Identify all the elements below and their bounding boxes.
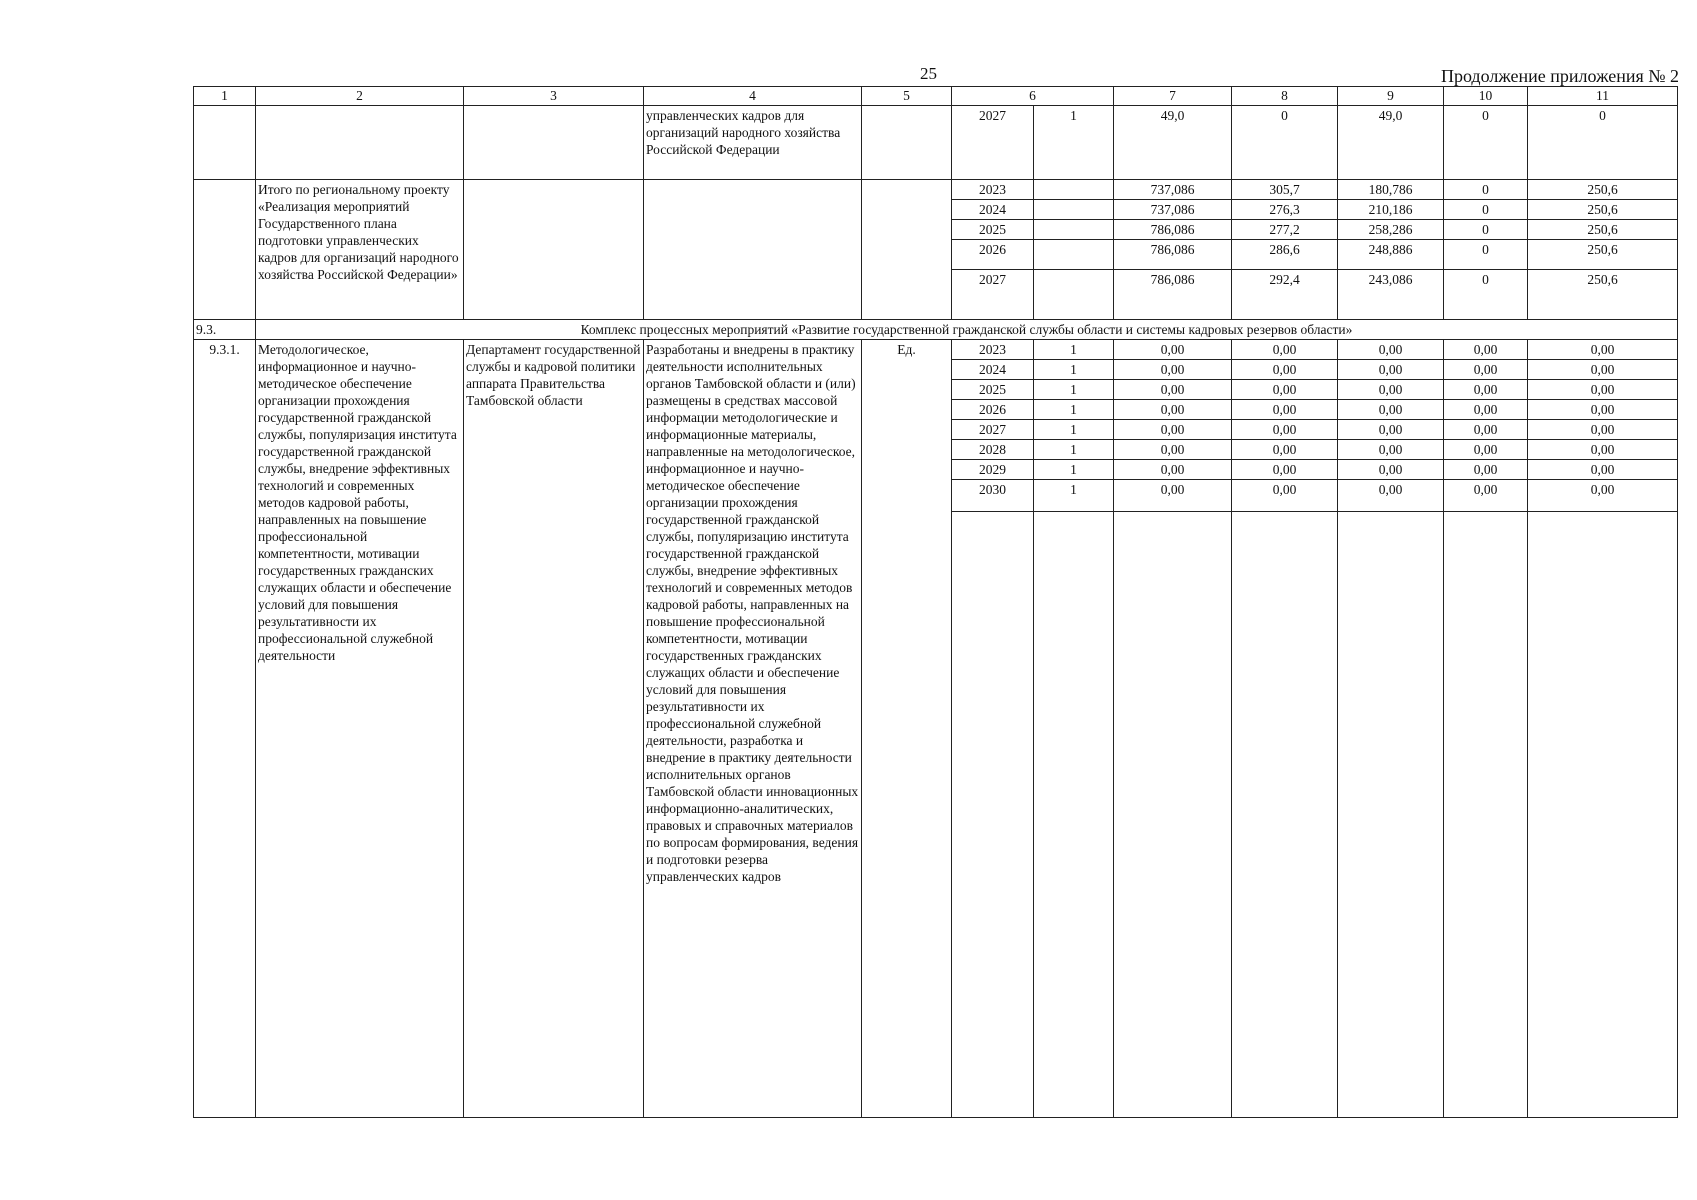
column-header: 11 (1528, 87, 1678, 106)
column-header: 4 (644, 87, 862, 106)
year-cell: 2027 (952, 106, 1034, 180)
column-header: 2 (256, 87, 464, 106)
column-number-row (194, 87, 1678, 106)
item-number: 9.3.1. (194, 340, 256, 1118)
section-number: 9.3. (194, 320, 256, 340)
table-row: 2027 1 0,00 0,00 0,00 0,00 0,00 (194, 420, 1678, 440)
column-header: 5 (862, 87, 952, 106)
table-row: 2025 1 0,00 0,00 0,00 0,00 0,00 (194, 380, 1678, 400)
table-row: 2024 1 0,00 0,00 0,00 0,00 0,00 (194, 360, 1678, 380)
column-header: 1 (194, 87, 256, 106)
table-row: 2026 786,086 286,6 248,886 0 250,6 (194, 240, 1678, 270)
total-label: Итого по региональному проекту «Реализация мероприятий Государственного плана подготовки управленческих кадров для организаций народного хозяйства Российской Федерации» (256, 180, 464, 320)
table-row: 9.3.1. Методологическое, информационное и научно-методическое обеспечение организации прохождения государственной гражданской службы, популяризация института государственной гражданской службы, внедрение эффективных технологий и современных методов кадровой работы, направленных на повышение профессиональной компетентности, мотивации государственных гражданских служащих области и обеспечение условий для повышения результативности их профессиональной служебной деятельности Департамент государственной службы и кадровой политики аппарата Правительства Тамбовской области Разработаны и внедрены в практику деятельности исполнительных органов Тамбовской области и (или) размещены в средствах массовой информации методологические и информационные материалы, направленные на методологическое, информационное и научно-методическое обеспечение организации прохождения государственной гражданской службы, популяризацию института государственной гражданской службы, внедрение эффективных технологий и современных методов кадровой работы, направленных на повышение профессиональной компетентности, мотивации государственных гражданских служащих области и обеспечение условий для повышения результативности их профессиональной служебной деятельности, разработка и внедрение в практику деятельности исполнительных органов Тамбовской области инновационных информационно-аналитических, правовых и справочных материалов по вопросам формирования, ведения и подготовки резерва управленческих кадров Ед. 2023 1 0,00 0,00 0,00 0,00 0,00 (194, 340, 1678, 360)
column-header: 7 (1114, 87, 1232, 106)
column-header: 9 (1338, 87, 1444, 106)
table-row: 2028 1 0,00 0,00 0,00 0,00 0,00 (194, 440, 1678, 460)
table-row: Итого по региональному проекту «Реализация мероприятий Государственного плана подготовки управленческих кадров для организаций народного хозяйства Российской Федерации» 2023 737,086 305,7 180,786 0 250,6 (194, 180, 1678, 200)
item-executor: Департамент государственной службы и кадровой политики аппарата Правительства Тамбовской области (464, 340, 644, 1118)
item-description: Методологическое, информационное и научно-методическое обеспечение организации прохождения государственной гражданской службы, популяризация института государственной гражданской службы, внедрение эффективных технологий и современных методов кадровой работы, направленных на повышение профессиональной компетентности, мотивации государственных гражданских служащих области и обеспечение условий для повышения результативности их профессиональной служебной деятельности (256, 340, 464, 1118)
table-row: 2024 737,086 276,3 210,186 0 250,6 (194, 200, 1678, 220)
column-header: 3 (464, 87, 644, 106)
column-header: 8 (1232, 87, 1338, 106)
section-row (194, 320, 1678, 340)
column-header: 10 (1444, 87, 1528, 106)
column-header: 6 (952, 87, 1114, 106)
item-result: Разработаны и внедрены в практику деятельности исполнительных органов Тамбовской области и (или) размещены в средствах массовой информации методологические и информационные материалы, направленные на методологическое, информационное и научно-методическое обеспечение организации прохождения государственной гражданской службы, популяризацию института государственной гражданской службы, внедрение эффективных технологий и современных методов кадровой работы, направленных на повышение профессиональной компетентности, мотивации государственных гражданских служащих области и обеспечение условий для повышения результативности их профессиональной служебной деятельности, разработка и внедрение в практику деятельности исполнительных органов Тамбовской области инновационных информационно-аналитических, правовых и справочных материалов по вопросам формирования, ведения и подготовки резерва управленческих кадров (644, 340, 862, 1118)
table-row: 2030 1 0,00 0,00 0,00 0,00 0,00 (194, 480, 1678, 512)
section-title: Комплекс процессных мероприятий «Развитие государственной гражданской службы области и системы кадровых резервов области» (256, 320, 1678, 340)
table-row: 2029 1 0,00 0,00 0,00 0,00 0,00 (194, 460, 1678, 480)
table-row: управленческих кадров для организаций народного хозяйства Российской Федерации 2027 1 49,0 0 49,0 0 0 (194, 106, 1678, 180)
table-row: 2026 1 0,00 0,00 0,00 0,00 0,00 (194, 400, 1678, 420)
table-row: 2025 786,086 277,2 258,286 0 250,6 (194, 220, 1678, 240)
table-row: 2027 786,086 292,4 243,086 0 250,6 (194, 270, 1678, 320)
item-unit: Ед. (862, 340, 952, 1118)
program-table (193, 86, 1678, 1118)
page-number: 25 (920, 64, 937, 83)
result-text: управленческих кадров для организаций народного хозяйства Российской Федерации (644, 106, 862, 180)
continuation-note: Продолжение приложения № 2 (1440, 66, 1679, 86)
